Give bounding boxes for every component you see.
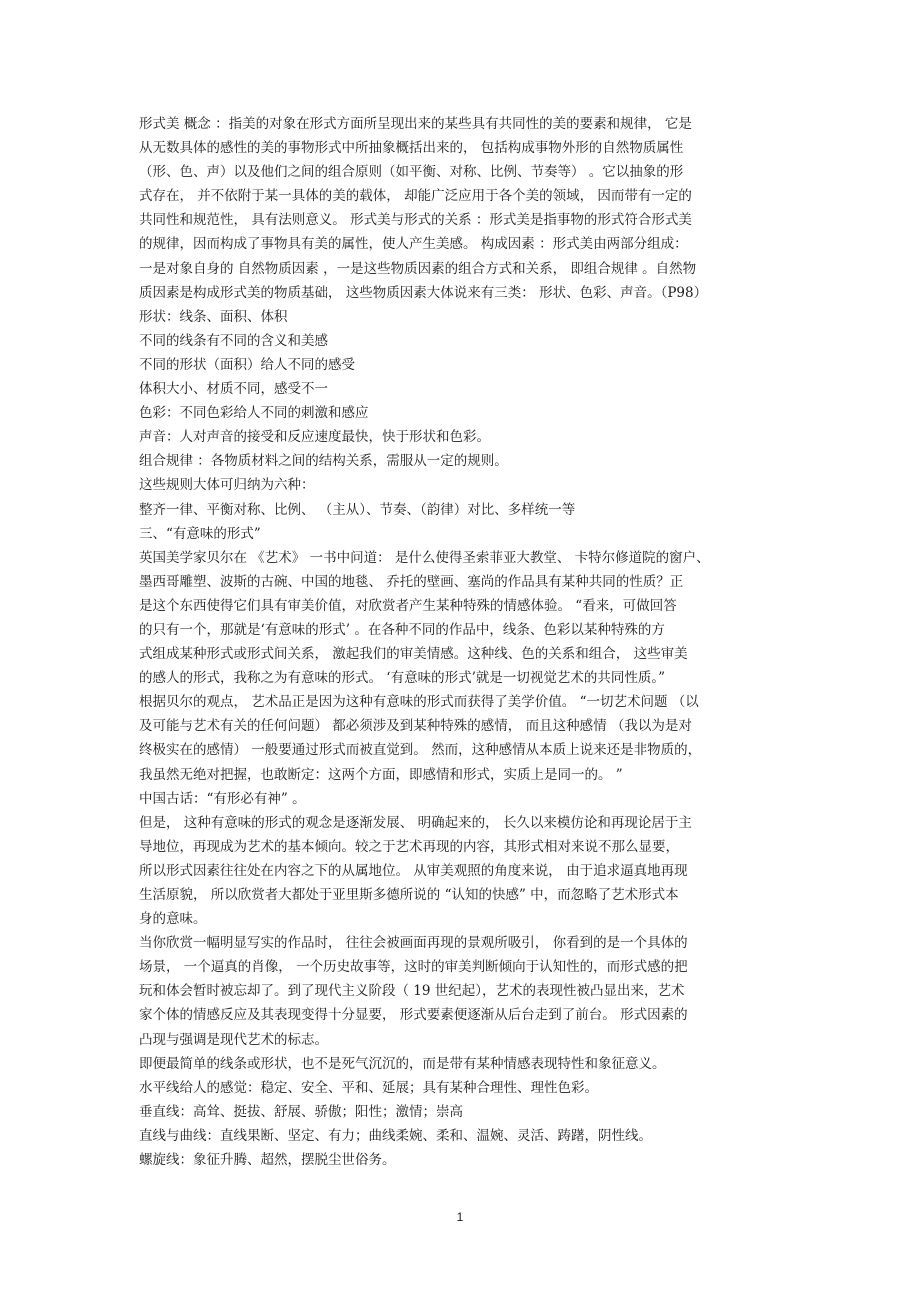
- text-line: 生活原貌， 所以欣赏者大都处于亚里斯多德所说的 “认知的快感” 中，而忽略了艺术形式本: [139, 887, 679, 903]
- text-line: 玩和体会暂时被忘却了。到了现代主义阶段（ 19 世纪起），艺术的表现性被凸显出来，艺术: [139, 983, 685, 1000]
- text-line: 式存在， 并不依附于某一具体的美的载体， 却能广泛应用于各个美的领域， 因而带有一定的: [139, 188, 692, 205]
- text-line: 所以形式因素往往处在内容之下的从属地位。 从审美观照的角度来说， 由于追求逼真地再现: [139, 862, 688, 879]
- text-line: 当你欣赏一幅明显写实的作品时， 往往会被画面再现的景观所吸引， 你看到的是一个具体的: [139, 935, 688, 952]
- text-line: 是这个东西使得它们具有审美价值，对欣赏者产生某种特殊的情感体验。 “看来，可做回答: [139, 597, 677, 614]
- text-line: （形、色、声）以及他们之间的组合原则（如平衡、对称、比例、节奏等） 。它以抽象的形: [139, 164, 684, 181]
- text-line: 身的意味。: [139, 911, 207, 928]
- text-line: 质因素是构成形式美的物质基础， 这些物质因素大体说来有三类： 形状、色彩、声音。（P98）: [139, 284, 708, 301]
- text-line: 即便最简单的线条或形状，也不是死气沉沉的，而是带有某种情感表现特性和象征意义。: [139, 1055, 666, 1072]
- text-line: 体积大小、材质不同，感受不一: [139, 381, 328, 398]
- text-line: 共同性和规范性， 具有法则意义。 形式美与形式的关系 ：形式美是指事物的形式符合形式美: [139, 212, 692, 229]
- text-line: 的只有一个，那就是‘有意味的形式’ 。在各种不同的作品中，线条、色彩以某种特殊的方: [139, 621, 665, 638]
- text-line: 这些规则大体可归纳为六种：: [139, 477, 315, 494]
- text-line: 但是， 这种有意味的形式的观念是逐渐发展、 明确起来的， 长久以来模仿论和再现论居于主: [139, 814, 692, 831]
- text-line: 声音：人对声音的接受和反应速度最快，快于形状和色彩。: [139, 429, 490, 446]
- text-line: 从无数具体的感性的美的事物形式中所抽象概括出来的， 包括构成事物外形的自然物质属性: [139, 140, 684, 157]
- text-line: 终极实在的感情） 一般要通过形式而被直觉到。 然而，这种感情从本质上说来还是非物质的，: [139, 742, 702, 759]
- text-line: 我虽然无绝对把握，也敢断定：这两个方面，即感情和形式，实质上是同一的。 ”: [139, 766, 623, 783]
- text-line: 水平线给人的感觉：稳定、安全、平和、延展；具有某种合理性、理性色彩。: [139, 1079, 598, 1096]
- text-line: 组合规律 ：各物质材料之间的结构关系，需服从一定的规则。: [139, 453, 508, 470]
- text-line: 螺旋线：象征升腾、超然，摆脱尘世俗务。: [139, 1152, 396, 1169]
- text-line: 中国古话：“有形必有神” 。: [139, 790, 306, 807]
- text-line: 不同的线条有不同的含义和美感: [139, 332, 328, 349]
- text-line: 直线与曲线：直线果断、坚定、有力；曲线柔婉、柔和、温婉、灵活、踌躇，阴性线。: [139, 1127, 652, 1144]
- text-line: 场景， 一个逼真的肖像， 一个历史故事等，这时的审美判断倾向于认知性的，而形式感的把: [139, 959, 688, 976]
- text-line: 式组成某种形式或形式间关系， 激起我们的审美情感。这种线、色的关系和组合， 这些审美: [139, 646, 688, 663]
- document-page: [139, 112, 787, 1172]
- text-line: 墨西哥雕塑、波斯的古碗、中国的地毯、 乔托的壁画、塞尚的作品具有某种共同的性质？正: [139, 573, 684, 590]
- text-line: 的规律，因而构成了事物具有美的属性，使人产生美感。 构成因素 ：形式美由两部分组成：: [139, 236, 688, 253]
- text-line: 家个体的情感反应及其表现变得十分显要， 形式要素便逐渐从后台走到了前台。 形式因素的: [139, 1007, 688, 1024]
- text-line: 根据贝尔的观点， 艺术品正是因为这种有意味的形式而获得了美学价值。 “一切艺术问题 （以: [139, 694, 699, 711]
- text-line: 形状：线条、面积、体积: [139, 308, 288, 325]
- text-line: 的感人的形式，我称之为有意味的形式。 ‘有意味的形式’就是一切视觉艺术的共同性质。”: [139, 670, 666, 687]
- text-line: 不同的形状（面积）给人不同的感受: [139, 356, 355, 373]
- text-line: 凸现与强调是现代艺术的标志。: [139, 1031, 328, 1048]
- text-line: 及可能与艺术有关的任何问题） 都必须涉及到某种特殊的感情， 而且这种感情 （我以为是对: [139, 718, 692, 735]
- text-line: 垂直线：高耸、挺拔、舒展、骄傲；阳性；激情；崇高: [139, 1103, 463, 1120]
- text-line: 导地位，再现成为艺术的基本倾向。较之于艺术再现的内容，其形式相对来说不那么显要，: [139, 838, 679, 855]
- text-line: 三、“有意味的形式”: [139, 525, 261, 542]
- text-line: 形式美 概念 ：指美的对象在形式方面所呈现出来的某些具有共同性的美的要素和规律， 它是: [139, 116, 692, 132]
- page-number: 1: [456, 1210, 464, 1224]
- text-line: 一是对象自身的 自然物质因素 ，一是这些物质因素的组合方式和关系， 即组合规律 。自然物: [139, 260, 697, 277]
- text-line: 整齐一律、平衡对称、比例、 （主从）、节奏、（韵律）对比、多样统一等: [139, 501, 576, 518]
- text-line: 英国美学家贝尔在 《艺术》 一书中问道： 是什么使得圣索菲亚大教堂、 卡特尔修道院的窗户、: [139, 549, 710, 566]
- text-line: 色彩：不同色彩给人不同的刺激和感应: [139, 405, 369, 422]
